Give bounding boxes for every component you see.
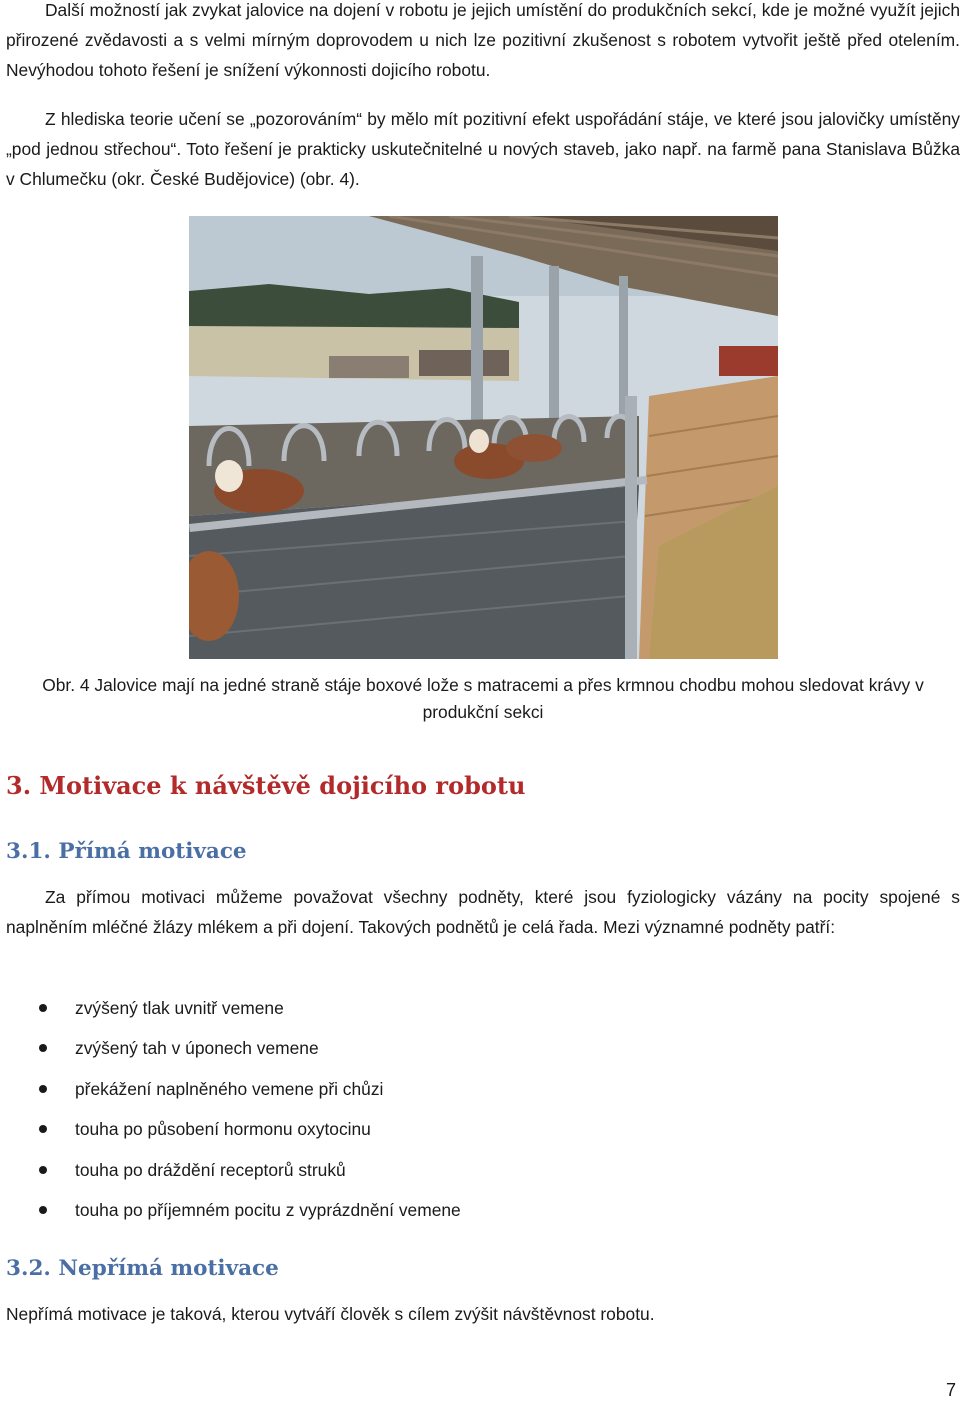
paragraph-learning-theory: Z hlediska teorie učení se „pozorováním“ by mělo mít pozitivní efekt uspořádání stáje, ve které jsou jalovičky umístěny „pod jednou střechou“. Toto řešení je prakticky uskutečnitelné u nových staveb, jako např. na farmě pana Stanislava Bůžka v Chlumečku (okr. České Budějovice) (obr. 4). bbox=[6, 109, 960, 189]
section-heading-3-1: 3.1. Přímá motivace bbox=[6, 839, 247, 864]
list-item-text: překážení naplněného vemene při chůzi bbox=[75, 1078, 384, 1099]
bullet-icon bbox=[39, 1206, 47, 1214]
page-number: 7 bbox=[945, 1380, 956, 1400]
motivation-list bbox=[0, 992, 461, 1234]
paragraph-indirect-motivation: Nepřímá motivace je taková, kterou vytváří člověk s cílem zvýšit návštěvnost robotu. bbox=[6, 1304, 655, 1324]
bullet-icon bbox=[39, 1125, 47, 1133]
bullet-icon bbox=[39, 1004, 47, 1012]
list-item bbox=[0, 1032, 461, 1072]
bullet-icon bbox=[39, 1044, 47, 1052]
list-item bbox=[0, 1194, 461, 1234]
list-item-text: zvýšený tlak uvnitř vemene bbox=[75, 998, 284, 1018]
list-item-text: touha po příjemném pocitu z vyprázdnění vemene bbox=[75, 1199, 461, 1220]
paragraph-direct-motivation: Za přímou motivaci můžeme považovat všechny podněty, které jsou fyziologicky vázány na pocity spojené s naplněním mléčné žlázy mlékem a při dojení. Takových podnětů je celá řada. Mezi významné podněty patří: bbox=[6, 887, 960, 937]
list-item bbox=[0, 992, 461, 1032]
list-item-text: touha po působení hormonu oxytocinu bbox=[75, 1119, 371, 1140]
list-item-text: touha po dráždění receptorů struků bbox=[75, 1159, 346, 1180]
barn-photo bbox=[189, 216, 778, 659]
list-item bbox=[0, 1154, 461, 1194]
list-item bbox=[0, 1073, 461, 1113]
list-item bbox=[0, 1113, 461, 1153]
bullet-icon bbox=[39, 1085, 47, 1093]
paragraph-intro: Další možností jak zvykat jalovice na dojení v robotu je jejich umístění do produkčních sekcí, kde je možné využít jejich přirozené zvědavosti a s velmi mírným doprovodem u nich lze pozitivní zkušenost s robotem vytvořit ještě před otelením. Nevýhodou tohoto řešení je snížení výkonnosti dojicího robotu. bbox=[6, 0, 960, 80]
figure-caption: Obr. 4 Jalovice mají na jedné straně stáje boxové lože s matracemi a přes krmnou chodbu mohou sledovat krávy v produkční sekci bbox=[42, 675, 924, 722]
section-heading-3-2: 3.2. Nepřímá motivace bbox=[6, 1256, 279, 1281]
section-heading-3: 3. Motivace k návštěvě dojicího robotu bbox=[6, 771, 526, 800]
list-item-text: zvýšený tah v úponech vemene bbox=[75, 1038, 319, 1059]
bullet-icon bbox=[39, 1166, 47, 1174]
